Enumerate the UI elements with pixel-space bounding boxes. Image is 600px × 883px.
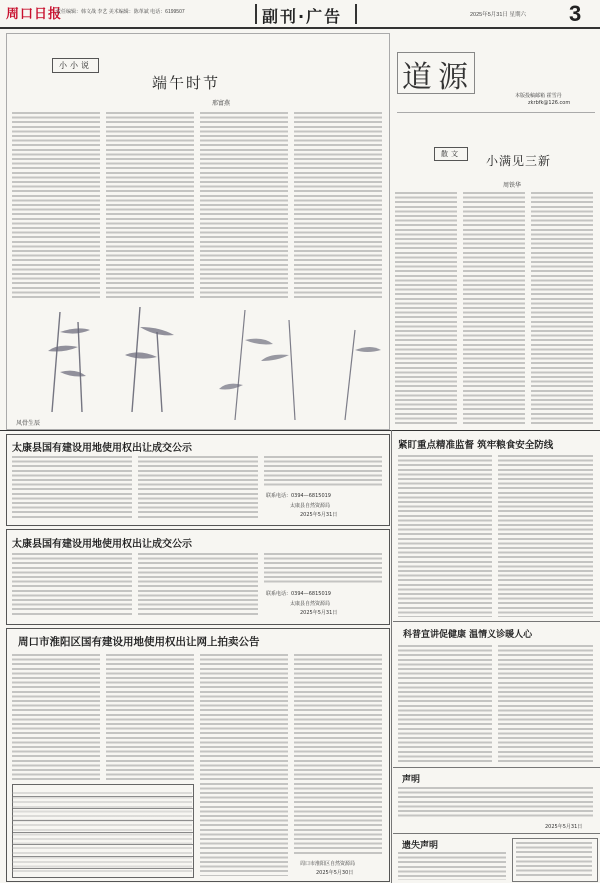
ad-2-contact: 联系电话：0394—6815019	[266, 591, 331, 597]
ad-3-issuer: 周口市淮阳区自然资源局	[300, 861, 356, 867]
newspaper-logo: 周口日报	[6, 7, 63, 22]
ad-2-text-col-2	[138, 553, 258, 617]
news-1-text-col-1	[398, 455, 492, 617]
news-2-headline: 科普宣讲促健康 温情义诊暖人心	[403, 630, 533, 640]
bamboo-painting-left	[12, 302, 202, 414]
story-text-col-2	[106, 112, 194, 300]
statement-title: 声明	[402, 775, 421, 785]
essay-author: 周铁华	[503, 182, 522, 189]
daoyuan-title: 道源	[402, 60, 474, 95]
story-author: 邢富燕	[212, 100, 231, 107]
ad-1-date: 2025年5月31日	[300, 512, 338, 518]
column-divider	[391, 430, 392, 883]
statement-text	[398, 787, 593, 817]
ad-3-text-col-1	[12, 654, 100, 780]
ad-3-date: 2025年5月30日	[316, 870, 354, 876]
story-text-col-4	[294, 112, 382, 300]
ad-2-date: 2025年5月31日	[300, 610, 338, 616]
ad-3-title: 周口市淮阳区国有建设用地使用权出让网上拍卖公告	[18, 636, 260, 648]
story-title: 端午时节	[152, 74, 221, 92]
ad-1-text-col-3	[264, 456, 382, 486]
statement-rule	[393, 833, 600, 834]
small-notice-text	[516, 842, 592, 876]
essay-text-col-3	[531, 192, 593, 424]
issue-date: 2025年5月31日 星期六	[470, 12, 526, 18]
story-column-label: 小小说	[52, 58, 99, 73]
ad-1-text-col-1	[12, 456, 132, 518]
news-2-text-col-1	[398, 645, 492, 763]
ad-3-text-col-2	[106, 654, 194, 780]
daoyuan-email: zkrbfk@126.com	[528, 100, 571, 106]
statement-date: 2025年5月31日	[545, 824, 583, 830]
mid-rule	[0, 430, 600, 431]
page-number: 3	[569, 1, 582, 26]
section-title: 副刊·广告	[262, 7, 343, 26]
header-rule	[0, 27, 600, 29]
essay-title: 小满见三新	[486, 154, 552, 168]
ad-2-issuer: 太康县自然资源局	[290, 601, 331, 607]
news-1-headline: 紧盯重点精准监督 筑牢粮食安全防线	[398, 440, 554, 451]
essay-text-col-2	[463, 192, 525, 424]
story-text-col-1	[12, 112, 100, 300]
essay-text-col-1	[395, 192, 457, 424]
ad-1-contact: 联系电话：0394—6815019	[266, 493, 331, 499]
ad-1-text-col-2	[138, 456, 258, 518]
news-2-text-col-2	[498, 645, 593, 763]
daoyuan-rule	[397, 112, 595, 113]
ad-2-text-col-1	[12, 553, 132, 617]
lost-notice-title: 遗失声明	[402, 841, 439, 851]
ad-2-title: 太康县国有建设用地使用权出让成交公示	[12, 539, 192, 550]
story-text-col-3	[200, 112, 288, 300]
ad-3-text-col-3	[200, 654, 288, 876]
ad-3-text-col-4	[294, 654, 382, 854]
news-1-rule	[393, 621, 600, 622]
lost-notice-text	[398, 852, 506, 880]
ad-1-title: 太康县国有建设用地使用权出让成交公示	[12, 443, 192, 454]
ad-2-text-col-3	[264, 553, 382, 585]
ad-1-issuer: 太康县自然资源局	[290, 503, 331, 509]
daoyuan-contact: 本版投稿邮箱 霍雪丹	[515, 93, 562, 99]
essay-column-label: 散文	[434, 147, 468, 161]
image-caption: 风骨生辰	[16, 420, 41, 427]
news-1-text-col-2	[498, 455, 593, 617]
section-divider-right	[355, 4, 357, 24]
section-divider-left	[255, 4, 257, 24]
editor-info: 责任编辑：韩文战 李艺 美术编辑：陈革斌 电话：6199507	[56, 9, 185, 15]
ad-3-table-cells	[12, 792, 192, 872]
bamboo-painting-right	[205, 305, 385, 423]
news-2-rule	[393, 767, 600, 768]
